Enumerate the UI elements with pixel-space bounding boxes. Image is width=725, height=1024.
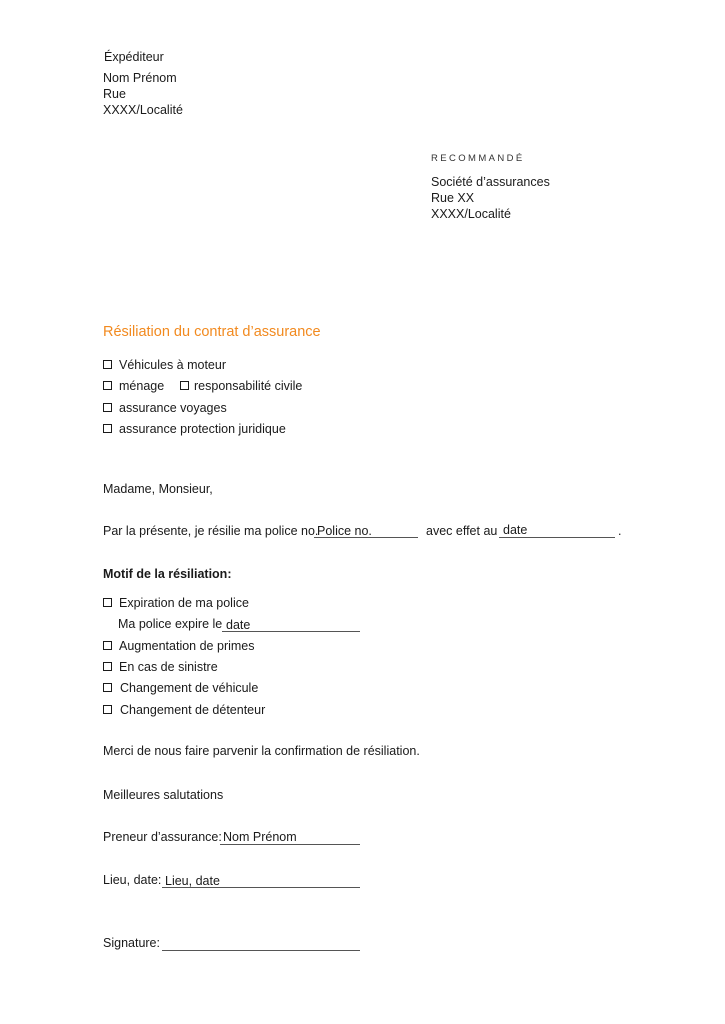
checkbox-expiry[interactable] <box>103 595 249 611</box>
checkbox-icon[interactable] <box>103 424 112 433</box>
checkbox-label: Augmentation de primes <box>119 639 255 653</box>
registered-label: RECOMMANDÉ <box>431 153 525 164</box>
recipient-company: Société d’assurances <box>431 175 550 189</box>
checkbox-vehicles[interactable] <box>103 357 226 373</box>
expire-date-field[interactable]: date <box>226 618 251 632</box>
checkbox-label: assurance voyages <box>119 401 227 415</box>
checkbox-label: assurance protection juridique <box>119 422 286 436</box>
checkbox-vehicle-change[interactable] <box>103 680 258 696</box>
expire-label: Ma police expire le <box>118 617 223 631</box>
sender-name: Nom Prénom <box>103 71 177 85</box>
confirmation-request: Merci de nous faire parvenir la confirmation de résiliation. <box>103 744 420 758</box>
checkbox-icon[interactable] <box>103 403 112 412</box>
policyholder-label: Preneur d’assurance: <box>103 830 222 844</box>
checkbox-icon[interactable] <box>103 360 112 369</box>
checkbox-label: En cas de sinistre <box>119 660 218 674</box>
policyholder-field[interactable]: Nom Prénom <box>223 830 297 844</box>
checkbox-legal[interactable] <box>103 421 286 437</box>
recipient-city: XXXX/Localité <box>431 207 511 221</box>
checkbox-premium-increase[interactable] <box>103 638 255 654</box>
signature-line[interactable] <box>162 950 360 951</box>
checkbox-icon[interactable] <box>180 381 189 390</box>
checkbox-label: responsabilité civile <box>194 379 303 393</box>
place-date-label: Lieu, date: <box>103 873 162 887</box>
checkbox-label: ménage <box>119 379 165 393</box>
checkbox-holder-change[interactable] <box>103 702 265 718</box>
checkbox-icon[interactable] <box>103 705 112 714</box>
document-title: Résiliation du contrat d’assurance <box>103 324 321 340</box>
checkbox-label: Changement de détenteur <box>120 703 266 717</box>
policy-number-field[interactable]: Police no. <box>317 524 372 538</box>
sender-heading: Éxpéditeur <box>104 50 164 64</box>
checkbox-liability[interactable] <box>180 378 302 394</box>
termination-period: . <box>618 524 622 538</box>
checkbox-household[interactable] <box>103 378 164 394</box>
checkbox-icon[interactable] <box>103 598 112 607</box>
recipient-street: Rue XX <box>431 191 475 205</box>
checkbox-travel[interactable] <box>103 400 227 416</box>
place-date-field[interactable]: Lieu, date <box>165 874 220 888</box>
closing: Meilleures salutations <box>103 788 224 802</box>
checkbox-label: Véhicules à moteur <box>119 358 227 372</box>
checkbox-icon[interactable] <box>103 641 112 650</box>
checkbox-label: Expiration de ma police <box>119 596 249 610</box>
checkbox-icon[interactable] <box>103 683 112 692</box>
checkbox-claim[interactable] <box>103 659 218 675</box>
checkbox-icon[interactable] <box>103 381 112 390</box>
checkbox-label: Changement de véhicule <box>120 681 259 695</box>
termination-text: Par la présente, je résilie ma police no. <box>103 524 319 538</box>
effective-date-field[interactable]: date <box>503 523 528 537</box>
sender-city: XXXX/Localité <box>103 103 183 117</box>
sender-street: Rue <box>103 87 126 101</box>
reason-heading: Motif de la résiliation: <box>103 567 232 581</box>
effective-label: avec effet au <box>426 524 498 538</box>
checkbox-icon[interactable] <box>103 662 112 671</box>
signature-label: Signature: <box>103 936 160 950</box>
salutation: Madame, Monsieur, <box>103 482 213 496</box>
